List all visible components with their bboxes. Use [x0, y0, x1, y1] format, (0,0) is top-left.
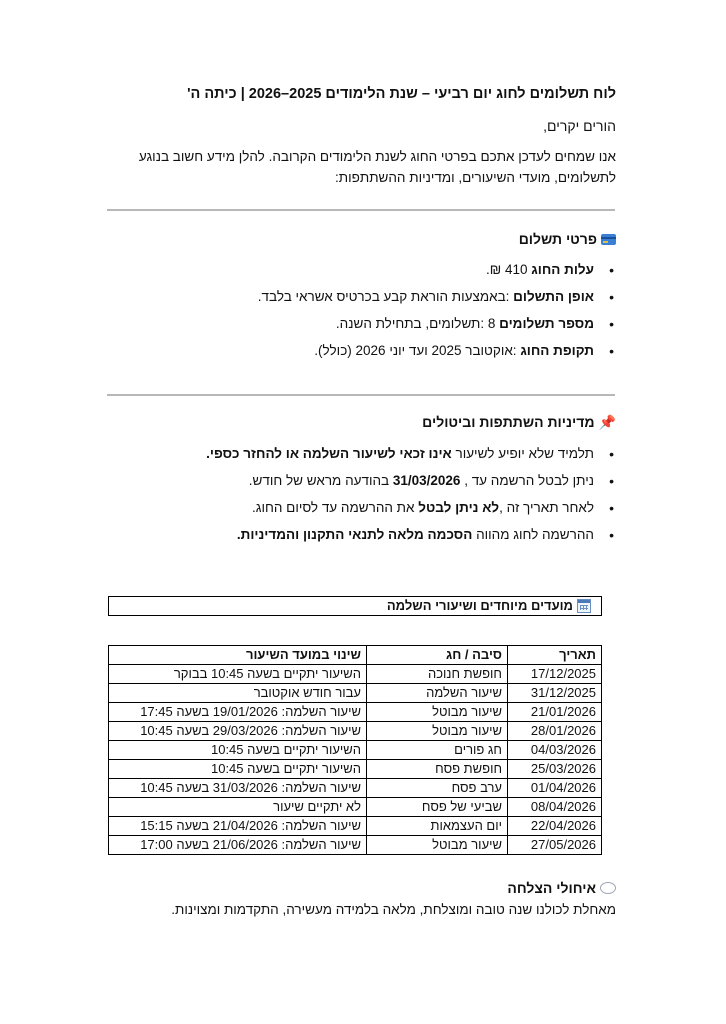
cell-date: 17/12/2025: [508, 665, 602, 684]
cell-change: השיעור יתקיים בשעה 10:45 בבוקר: [109, 665, 367, 684]
cell-reason: שיעור השלמה: [367, 684, 508, 703]
cell-reason: שיעור מבוטל: [367, 722, 508, 741]
table-row: [109, 665, 602, 684]
cell-date: 22/04/2026: [508, 817, 602, 836]
closing-text: מאחלת לכולנו שנה טובה ומוצלחת, מלאה בלמידה מעשירה, התקדמות ומצוינות.: [171, 902, 616, 917]
table-row: [109, 703, 602, 722]
divider: [107, 394, 615, 396]
cell-change: עבור חודש אוקטובר: [109, 684, 367, 703]
item-label: אופן התשלום: [513, 289, 594, 304]
list-item: [116, 289, 616, 304]
greeting: הורים יקרים,: [543, 118, 616, 134]
item-text: את ההרשמה עד לסיום החוג.: [252, 500, 419, 515]
cell-date: 31/12/2025: [508, 684, 602, 703]
table-row: [109, 741, 602, 760]
item-text: לאחר תאריך זה ,: [499, 500, 594, 515]
cell-reason: שיעור מבוטל: [367, 703, 508, 722]
policy-list: [116, 446, 616, 542]
policy-title-text: מדיניות השתתפות וביטולים: [422, 414, 595, 430]
cell-date: 08/04/2026: [508, 798, 602, 817]
item-text: 8 :תשלומים, בתחילת השנה.: [335, 316, 500, 331]
cell-reason: חג פורים: [367, 741, 508, 760]
list-item: [116, 446, 616, 461]
header-change: שינוי במועד השיעור: [109, 646, 367, 665]
cell-change: שיעור השלמה: 31/03/2026 בשעה 10:45: [109, 779, 367, 798]
cell-reason: ערב פסח: [367, 779, 508, 798]
item-text: בהודעה מראש של חודש.: [248, 473, 393, 488]
list-item: [116, 527, 616, 542]
list-item: [116, 500, 616, 515]
cell-reason: חופשת חנוכה: [367, 665, 508, 684]
pushpin-icon: 📌: [598, 414, 616, 430]
item-label: עלות החוג: [531, 262, 594, 277]
cell-reason: חופשת פסח: [367, 760, 508, 779]
cell-date: 21/01/2026: [508, 703, 602, 722]
item-bold: הסכמה מלאה לתנאי התקנון והמדיניות.: [236, 527, 473, 542]
item-text: :אוקטובר 2025 ועד יוני 2026 (כולל).: [314, 343, 521, 358]
list-item: [116, 473, 616, 488]
header-reason: סיבה / חג: [367, 646, 508, 665]
cell-change: השיעור יתקיים בשעה 10:45: [109, 760, 367, 779]
cell-change: שיעור השלמה: 21/06/2026 בשעה 17:00: [109, 836, 367, 855]
list-item: [116, 343, 616, 358]
cell-date: 01/04/2026: [508, 779, 602, 798]
payment-title-text: פרטי תשלום: [518, 231, 597, 247]
list-item: [116, 262, 616, 277]
speech-bubble-icon: [600, 882, 616, 894]
closing-title: [507, 880, 616, 896]
cell-date: 25/03/2026: [508, 760, 602, 779]
table-row: [109, 798, 602, 817]
item-bold: 31/03/2026: [392, 473, 461, 488]
cell-change: השיעור יתקיים בשעה 10:45: [109, 741, 367, 760]
table-row: [109, 760, 602, 779]
table-row: [109, 836, 602, 855]
payment-list: [116, 262, 616, 358]
item-text: 410 ₪.: [486, 262, 532, 277]
intro-paragraph: אנו שמחים לעדכן אתכם בפרטי החוג לשנת הלימודים הקרובה. להלן מידע חשוב בנוגע לתשלומים, מועדי השיעורים, ומדיניות ההשתתפות:: [138, 149, 616, 185]
table-row: [109, 684, 602, 703]
list-item: [116, 316, 616, 331]
schedule-title-text: מועדים מיוחדים ושיעורי השלמה: [386, 598, 573, 613]
table-row: [109, 779, 602, 798]
item-text: :באמצעות הוראת קבע בכרטיס אשראי בלבד.: [257, 289, 514, 304]
cell-reason: שביעי של פסח: [367, 798, 508, 817]
calendar-icon: [577, 599, 591, 613]
item-text: ההרשמה לחוג מהווה: [472, 527, 594, 542]
item-label: תקופת החוג: [520, 343, 594, 358]
cell-change: שיעור השלמה: 29/03/2026 בשעה 10:45: [109, 722, 367, 741]
item-bold: לא ניתן לבטל: [418, 500, 500, 515]
payment-section-title: [519, 231, 616, 247]
item-text: תלמיד שלא יופיע לשיעור: [451, 446, 594, 461]
divider: [107, 209, 615, 211]
cell-change: שיעור השלמה: 21/04/2026 בשעה 15:15: [109, 817, 367, 836]
table-row: [109, 817, 602, 836]
schedule-title-box: [108, 596, 602, 616]
cell-reason: יום העצמאות: [367, 817, 508, 836]
policy-section-title: [422, 414, 616, 430]
cell-reason: שיעור מבוטל: [367, 836, 508, 855]
item-bold: אינו זכאי לשיעור השלמה או להחזר כספי.: [206, 446, 452, 461]
schedule-table: [108, 645, 602, 855]
item-text: ניתן לבטל הרשמה עד ,: [460, 473, 594, 488]
table-header-row: [109, 646, 602, 665]
table-row: [109, 722, 602, 741]
cell-change: שיעור השלמה: 19/01/2026 בשעה 17:45: [109, 703, 367, 722]
item-label: מספר תשלומים: [499, 316, 594, 331]
cell-date: 27/05/2026: [508, 836, 602, 855]
page-title: לוח תשלומים לחוג יום רביעי – שנת הלימודים 2025–2026 | כיתה ה': [187, 86, 616, 102]
header-date: תאריך: [508, 646, 602, 665]
credit-card-icon: [601, 234, 616, 245]
cell-change: לא יתקיים שיעור: [109, 798, 367, 817]
cell-date: 04/03/2026: [508, 741, 602, 760]
cell-date: 28/01/2026: [508, 722, 602, 741]
closing-title-text: איחולי הצלחה: [507, 880, 596, 896]
